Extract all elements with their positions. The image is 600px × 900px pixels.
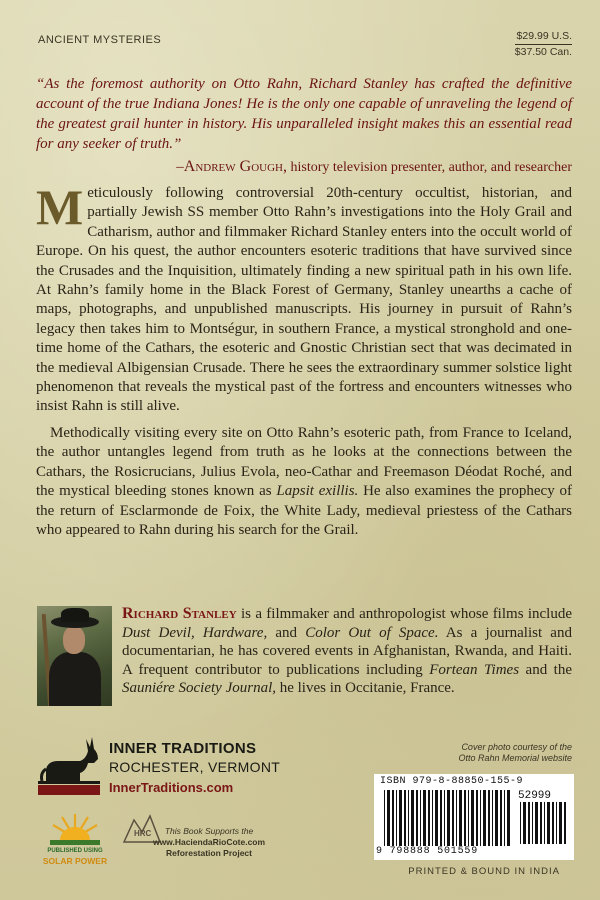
- endorser-name: Andrew Gough,: [183, 158, 287, 175]
- endorsement-attribution: [176, 158, 572, 176]
- printed-in-label: PRINTED & BOUND IN INDIA: [408, 866, 560, 877]
- category-label: ANCIENT MYSTERIES: [38, 34, 162, 46]
- price-can: $37.50 Can.: [514, 46, 572, 58]
- endorser-role: history television presenter, author, and researcher: [287, 160, 572, 175]
- attribution-dash: –: [176, 159, 184, 175]
- author-name: Richard Stanley: [122, 605, 237, 622]
- author-film-3: Color Out of Space.: [305, 624, 439, 641]
- endorsement-quote: “As the foremost authority on Otto Rahn, Richard Stanley has crafted the definitive account of the true Indiana Jones! He is the only one capable of unraveling the legend of the greatest grail hunter in history. His unparalleled insight makes this an essential read for any seeker of truth.”: [36, 76, 572, 152]
- author-bio: [122, 605, 572, 698]
- price-block: [515, 30, 572, 59]
- cover-credit-line-2: Otto Rahn Memorial website: [458, 753, 572, 763]
- cover-credit-line-1: Cover photo courtesy of the: [461, 742, 572, 752]
- addon-digits: 52999: [518, 790, 552, 802]
- description-p2-text-b: He also examines the prophecy of the return of Esclarmonde de Foix, the White Lady, medieval priestess of the Cathars who appeared to Rahn during his search for the Grail.: [36, 483, 572, 538]
- solar-line-2: SOLAR POWER: [42, 856, 108, 866]
- author-bio-text-1: is a filmmaker and anthropologist whose films include: [236, 606, 572, 622]
- isbn-text: ISBN 979-8-88850-155-9: [380, 776, 524, 787]
- solar-power-logo: [36, 808, 114, 870]
- barcode: [374, 774, 574, 860]
- author-bio-text-5: he lives in Occitanie, France.: [275, 680, 455, 697]
- description-p1-text: eticulously following controversial 20th-century occultist, historian, and partially Jewish SS member Otto Rahn’s investigations into the Holy Grail and Catharism, author and filmmaker Richard Stanley enters into the occult world of Europe. On his quest, the author encounters esoteric traditions that have survived since the Crusades and the Inquisition, ultimately finding a new spiritual path in his own life. At Rahn’s family home in the Black Forest of Germany, Stanley unearths a cache of maps, photographs, and unpublished manuscripts. His journey in pursuit of Rahn’s legacy then takes him to Montségur, in southern France, a mystical stronghold and one-time home of the Cathars, the esoteric and Gnostic Christian sect that was decimated in the medieval Albigensian Crusade. There he sees the extraordinary summer solstice light phenomenon that reveals the mystical past of the fortress and encounters witnesses who insist Rahn is still alive.: [36, 185, 572, 415]
- hrc-line-1: This Book Supports the: [164, 826, 254, 836]
- author-publication-2: Sauniére Society Journal,: [122, 680, 276, 697]
- description-p2-text-a: Methodically visiting every site on Otto Rahn’s esoteric path, from France to Iceland, the author untangles legend from truth as he looks at the connections between the Cathars, the Rosicrucians, Julius Evola, neo-Cathar and Freemason Déodat Roché, and the mystical bleeding stones known as: [36, 424, 572, 500]
- drop-cap: M: [36, 179, 84, 235]
- anubis-logo-icon: [36, 735, 104, 799]
- ean-digits: 9 798888 501559: [376, 846, 479, 857]
- ean-barcode-bars: [384, 790, 514, 846]
- publisher-city: ROCHESTER, VERMONT: [109, 759, 281, 775]
- author-photo: [37, 606, 112, 706]
- svg-text:HRC: HRC: [134, 829, 152, 838]
- addon-barcode-bars: [520, 802, 568, 844]
- sun-icon: [36, 808, 114, 848]
- author-publication-1: Fortean Times: [429, 661, 520, 678]
- price-us: $29.99 U.S.: [516, 30, 572, 42]
- author-bio-text-4: and the: [519, 661, 573, 678]
- author-bio-text-3: As a journalist and documentarian, he has covered events in Afghanistan, Rwanda, and Haiti. A frequent contributor to publications including: [122, 624, 572, 678]
- author-bio-text-2: and: [267, 624, 306, 641]
- hrc-reforestation-text: [134, 826, 284, 859]
- solar-line-1: PUBLISHED USING: [47, 848, 103, 854]
- cover-credit: [432, 742, 572, 764]
- hrc-line-2[interactable]: www.HaciendaRioCote.com: [152, 837, 266, 847]
- hrc-line-3: Reforestation Project: [166, 848, 252, 858]
- description-paragraph-2: [36, 424, 572, 540]
- publisher-name: INNER TRADITIONS: [109, 740, 257, 757]
- author-films: Dust Devil, Hardware,: [122, 624, 268, 641]
- description-p2-italic: Lapsit exillis.: [276, 483, 359, 500]
- price-divider: [515, 44, 572, 45]
- book-description: [36, 179, 572, 547]
- publisher-url[interactable]: InnerTraditions.com: [109, 780, 234, 795]
- description-paragraph-1: [36, 179, 572, 417]
- publisher-block: [36, 735, 336, 815]
